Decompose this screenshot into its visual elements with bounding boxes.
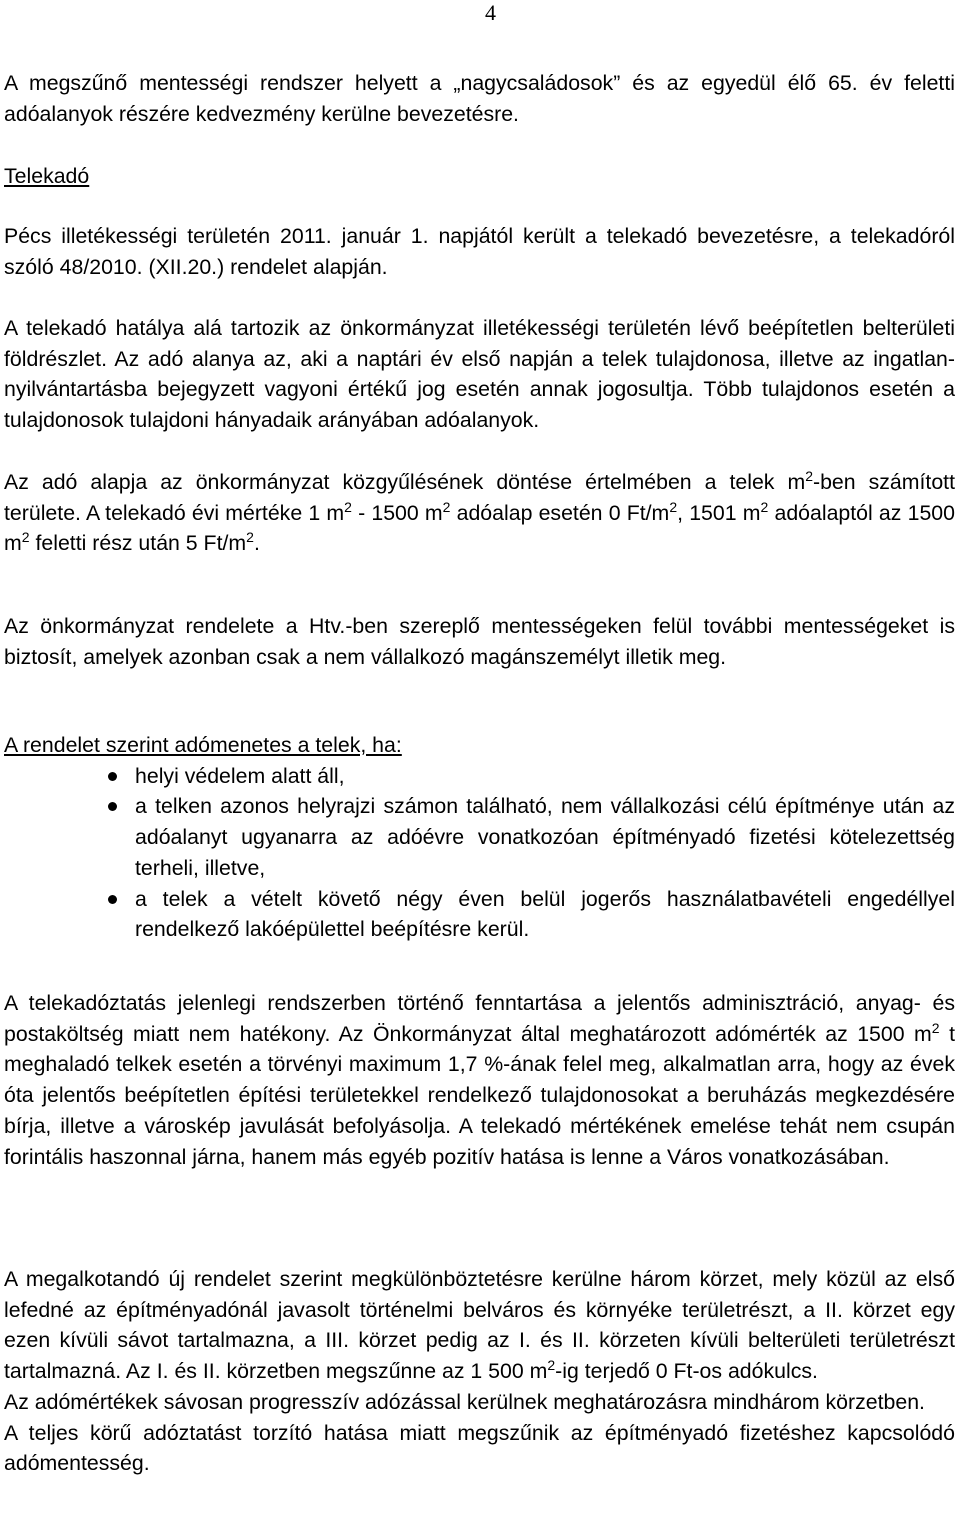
superscript: 2 bbox=[246, 529, 254, 546]
progressive-rates-paragraph: Az adómértékek sávosan progresszív adózással kerülnek meghatározásra mindhárom körzetben. bbox=[4, 1389, 925, 1414]
new-regulation-section bbox=[4, 1264, 955, 1479]
tax-subject-section bbox=[4, 313, 955, 436]
section-title: Telekadó bbox=[4, 164, 90, 188]
new-regulation-text: -ig terjedő 0 Ft-os adókulcs. bbox=[555, 1359, 818, 1384]
bullet-icon bbox=[108, 802, 117, 811]
tax-base-text: -ben számított területe. A telekadó évi mértéke 1 m bbox=[4, 470, 956, 525]
assessment-text: t meghaladó telkek esetén a törvényi maximum 1,7 %-ának felel meg, alkalmatlan arra, hogy az évek óta jelentős beépítetlen építési területekkel rendelkező tulajdonosokat a beruházás megkezdésére bírja, illetve a városkép javulását befolyásolja. A telekadó mértékének emelése tehát nem csupán forintális haszonnal járna, hanem más egyéb pozitív hatása is lenne a Város vonatkozásában. bbox=[4, 1021, 955, 1169]
bullet-icon bbox=[108, 772, 117, 781]
assessment-section bbox=[4, 988, 955, 1172]
tax-base-text: adóalaptól az 1500 m bbox=[4, 500, 955, 556]
superscript: 2 bbox=[805, 468, 813, 484]
superscript: 2 bbox=[344, 498, 352, 515]
page-number: 4 bbox=[485, 0, 496, 25]
superscript: 2 bbox=[669, 498, 678, 515]
list-item bbox=[4, 791, 955, 883]
tax-subject-paragraph: A telekadó hatálya alá tartozik az önkormányzat illetékességi területén lévő beépítetlen belterületi földrészlet. Az adó alanya az, aki a naptári év első napján a telek tulajdonosa, illetve az ingatlan-nyilvántartásba bejegyzett vagyoni értékű jog esetén annak jogosultja. Több tulajdonos esetén a tulajdonosok tulajdoni hányadaik arányában adóalanyok. bbox=[4, 316, 955, 433]
list-item bbox=[4, 761, 955, 792]
list-item-text: a telek a vételt követő négy éven belül jogerős használatbavételi engedéllyel rendelkező lakóépülettel beépítésre kerül. bbox=[135, 886, 955, 942]
exemption-list bbox=[4, 761, 955, 945]
tax-base-section bbox=[4, 467, 955, 559]
extra-exemptions-paragraph: Az önkormányzat rendelete a Htv.-ben szereplő mentességeken felül további mentességeket is biztosít, amelyek azonban csak a nem vállalkozó magánszemélyt illetik meg. bbox=[4, 614, 955, 669]
superscript: 2 bbox=[547, 1357, 556, 1374]
tax-base-paragraph bbox=[4, 467, 955, 559]
tax-base-text: . bbox=[253, 531, 260, 556]
superscript: 2 bbox=[760, 498, 769, 515]
tax-base-text: Az adó alapja az önkormányzat közgyűlésének döntése értelmében a telek m bbox=[4, 470, 806, 494]
superscript: 2 bbox=[442, 498, 451, 515]
assessment-text: A telekadóztatás jelenlegi rendszerben történő fenntartása a jelentős adminisztráció, anyag- és postaköltség miatt nem hatékony. Az Önkormányzat által meghatározott adómérték az 1500 m bbox=[4, 991, 955, 1046]
bullet-icon bbox=[108, 895, 117, 904]
intro-paragraph: A megszűnő mentességi rendszer helyett a „nagycsaládosok” és az egyedül élő 65. év feletti adóalanyok részére kedvezmény kerülne bevezetésre. bbox=[4, 71, 955, 126]
tax-base-text: feletti rész után 5 Ft/m bbox=[29, 531, 247, 556]
legal-basis-section bbox=[4, 221, 955, 282]
intro-section bbox=[4, 68, 955, 129]
assessment-paragraph bbox=[4, 988, 955, 1172]
telekado-section bbox=[4, 161, 955, 192]
new-regulation-paragraph bbox=[4, 1264, 955, 1387]
list-item-text: a telken azonos helyrajzi számon található, nem vállalkozási célú építménye után az adóalanyt ugyanarra az adóévre vonatkozóan építményadó fizetési kötelezettség terheli, illetve, bbox=[135, 794, 955, 880]
list-item-text: helyi védelem alatt áll, bbox=[135, 763, 345, 788]
superscript: 2 bbox=[931, 1019, 940, 1036]
exemption-removal-paragraph: A teljes körű adóztatást torzító hatása miatt megszűnik az építményadó fizetéshez kapcsolódó adómentesség. bbox=[4, 1420, 955, 1476]
exemption-list-section bbox=[4, 730, 955, 945]
new-regulation-text: A megalkotandó új rendelet szerint megkülönböztetésre kerülne három körzet, mely közül az első lefedné az építményadónál javasolt történelmi belváros és környéke területrészt, a II. körzet egy ezen kívüli sávot tartalmazna, a III. körzet pedig az I. és II. körzeten kívüli belterületi területrészt tartalmazná. Az I. és II. körzetben megszűnne az 1 500 m bbox=[4, 1267, 955, 1384]
list-item bbox=[4, 884, 955, 945]
tax-base-text: adóalap esetén 0 Ft/m bbox=[450, 500, 670, 525]
superscript: 2 bbox=[21, 529, 30, 546]
tax-base-text: - 1500 m bbox=[351, 500, 443, 525]
tax-base-text: , 1501 m bbox=[677, 500, 761, 525]
extra-exemptions-section bbox=[4, 611, 955, 672]
legal-basis-paragraph: Pécs illetékességi területén 2011. január 1. napjától került a telekadó bevezetésre, a telekadóról szóló 48/2010. (XII.20.) rendelet alapján. bbox=[4, 224, 955, 279]
exemption-heading: A rendelet szerint adómenetes a telek, ha: bbox=[4, 733, 402, 757]
